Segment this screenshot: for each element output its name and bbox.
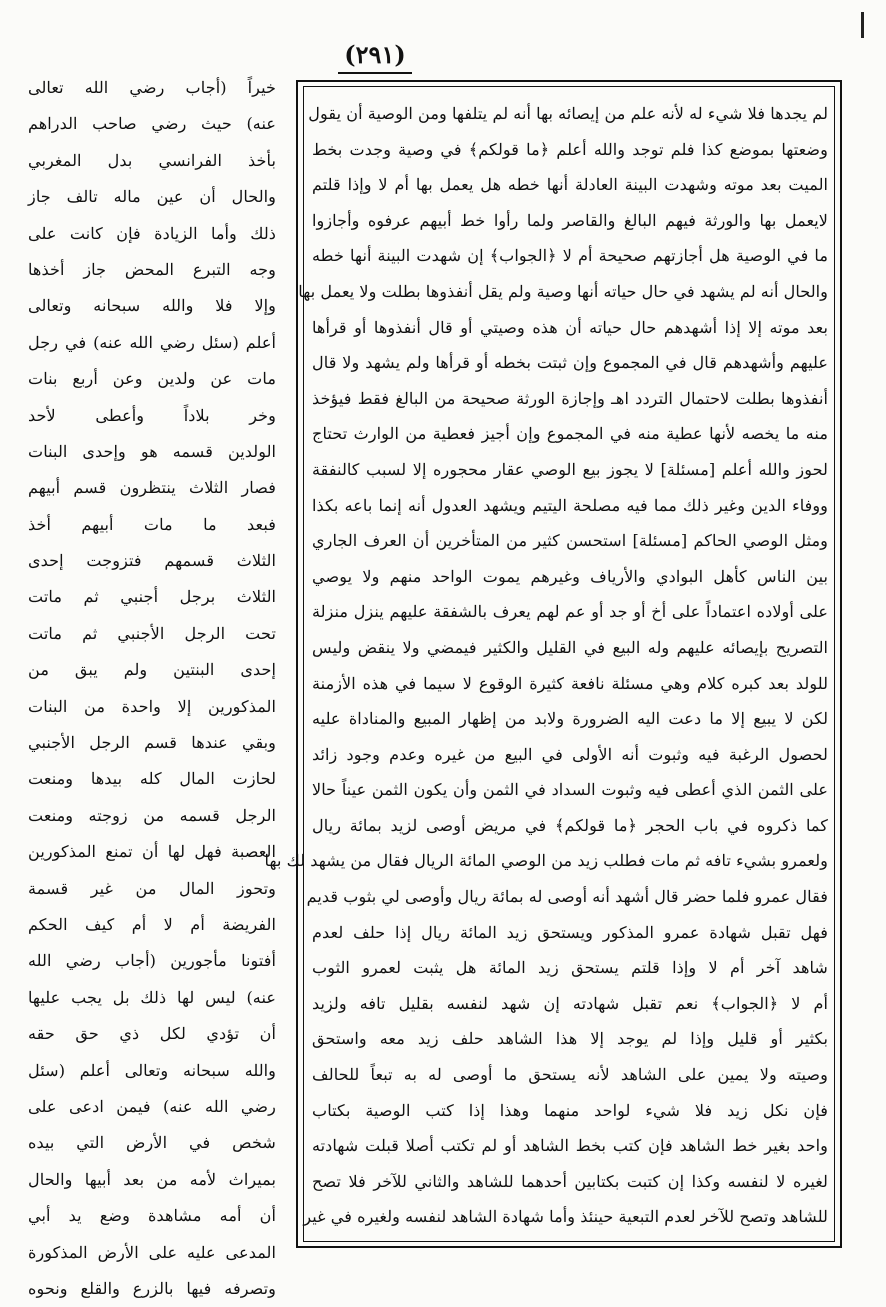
margin-text-line: العصبة فهل لها أن تمنع المذكورين <box>28 842 276 862</box>
main-text-line: والحال أنه لم يشهد في حال حياته أنها وصية ولم يقل أنفذوها بطلت ولا يعمل بها <box>298 281 828 301</box>
main-text-line: وصيته ولا يمين على الشاهد لأنه يستحق ما أوصى له به تبعاً للحالف <box>312 1065 828 1085</box>
margin-text-line: رضي الله عنه) فيمن ادعى على <box>28 1096 276 1116</box>
margin-text-line: وخر بلاداً وأعطى لأحد <box>28 405 276 425</box>
main-text-line: أم لا ﴿الجواب﴾ نعم تقبل شهادته إن شهد لنفسه بقليل تافه ولزيد <box>312 993 828 1013</box>
main-text-line: كما ذكروه في باب الحجر ﴿ما قولكم﴾ في مريض أوصى لزيد بمائة ريال <box>312 815 828 835</box>
main-text-line: فإن نكل زيد فلا شيء لواحد منهما وهذا إذا كتب الوصية بكتاب <box>312 1100 828 1120</box>
main-text-line: التصريح بإيصائه عليهم وله البيع في القليل والكثير فيمضي ولا ينقض وليس <box>312 637 828 657</box>
margin-text-line: ذلك وأما الزيادة فإن كانت على <box>28 223 276 243</box>
main-text-line: للشاهد وتصح للآخر لعدم التبعية حينئذ وأما شهادة الشاهد لنفسه ولغيره في غير <box>303 1207 828 1227</box>
main-text-line: بين الناس كأهل البوادي والأرياف وغيرهم يموت الواحد منهم ولا يوصي <box>312 566 828 586</box>
margin-text-line: تحت الرجل الأجنبي ثم ماتت <box>28 623 276 643</box>
margin-text-line: أن أمه مشاهدة وضع يد أبي <box>28 1206 276 1226</box>
main-text-line: أنفذوها بطلت لاحتمال التردد اهـ وإجازة الورثة صحيحة من البالغ فقط فيؤخذ <box>312 388 828 408</box>
main-text-line: منه ما يخصه لأنها عطية منه في المجموع وإن أجيز فعطية من الوارث تحتاج <box>312 424 828 444</box>
margin-text-line: المذكورين إلا واحدة من البنات <box>28 696 276 716</box>
margin-text-line: بميراث لأمه من بعد أبيها والحال <box>28 1169 276 1189</box>
page-number-text: (٢٩١) <box>344 40 406 69</box>
main-text-line: شاهد آخر أم لا وإذا قلتم يستحق زيد المائة هل يثبت لعمرو الثوب <box>312 958 828 978</box>
margin-text-line: مات عن ولدين وعن أربع بنات <box>28 369 276 389</box>
margin-text-line: وتحوز المال من غير قسمة <box>28 878 276 898</box>
main-text-line: على الثمن الذي أعطى فيه وثبوت السداد في الثمن وأن يكون الثمن عيناً حالا <box>312 780 828 800</box>
main-text-line: فقال عمرو فلما حضر قال أشهد أنه أوصى له بمائة ريال وأوصى لي بثوب قديم <box>306 887 828 907</box>
margin-text-line: أن تؤدي لكل ذي حق حقه <box>28 1024 276 1044</box>
main-text-line: بكثير أو قليل وإذا لم يوجد إلا هذا الشاهد حلف زيد معه واستحق <box>312 1029 828 1049</box>
main-text-line: الميت بعد موته وشهدت البينة العادلة أنها خطه هل يعمل بها أم لا وإذا قلتم <box>312 175 828 195</box>
main-text-line: ما في الوصية هل أجازتهم صحيحة أم لا ﴿الجواب﴾ إن شهدت البينة أنها خطه <box>312 246 828 266</box>
page-number-underline <box>338 72 412 74</box>
main-text-line: وضعتها بموضع كذا فلم توجد والله أعلم ﴿ما قولكم﴾ في وصية وجدت بخط <box>312 139 828 159</box>
margin-text-line: الثلاث برجل أجنبي ثم ماتت <box>28 587 276 607</box>
main-text-line: لكن لا يبيع إلا ما دعت اليه الضرورة ولابد من إظهار المبيع والمناداة عليه <box>312 709 828 729</box>
margin-text-line: وتصرفه فيها بالزرع والقلع ونحوه <box>28 1278 276 1298</box>
margin-text-line: فصار الثلاث ينتظرون قسم أبيهم <box>28 478 276 498</box>
margin-text-line: عنه) حيث رضي صاحب الدراهم <box>28 114 276 134</box>
main-text-line: لايعمل بها والورثة فيهم البالغ والقاصر ولما رأوا خط أبيهم عرفوه وأجازوا <box>312 210 828 230</box>
margin-text-line: المدعى عليه على الأرض المذكورة <box>28 1242 276 1262</box>
margin-text-line: فبعد ما مات أبيهم أخذ <box>28 514 276 534</box>
main-text-line: واحد بغير خط الشاهد فإن كتب بخط الشاهد أو لم تكتب أصلا قبلت شهادته <box>312 1136 828 1156</box>
margin-text-line: وإلا فلا والله سبحانه وتعالى <box>28 296 276 316</box>
margin-text-line: إحدى البنتين ولم يبق من <box>28 660 276 680</box>
margin-text-line: لحازت المال كله بيدها ومنعت <box>28 769 276 789</box>
margin-text-line: أفتونا مأجورين (أجاب رضي الله <box>28 951 276 971</box>
margin-text-line: وجه التبرع المحض جاز أخذها <box>28 259 276 279</box>
main-text-line: لم يجدها فلا شيء له لأنه علم من إيصائه بها أنه لم يتلفها ومن الوصية أن يقول <box>308 104 828 123</box>
main-text-line: ولعمرو بشيء تافه ثم مات فطلب زيد من الوصي المائة الريال فقال من يشهد لك بها <box>264 851 828 871</box>
margin-text-line: وبقي عندها قسم الرجل الأجنبي <box>28 733 276 753</box>
main-text-column <box>264 96 828 1236</box>
margin-text-line: عنه) ليس لها ذلك بل يجب عليها <box>28 987 276 1007</box>
margin-text-line: الرجل قسمه من زوجته ومنعت <box>28 805 276 825</box>
margin-text-line: الولدين قسمه هو وإحدى البنات <box>28 441 276 461</box>
main-text-line: فهل تقبل شهادة عمرو المذكور ويستحق زيد المائة ريال إذا حلف لعدم <box>312 922 828 942</box>
main-text-line: لغيره لا لنفسه وكذا إن كتبت بكتابين أحدهما للشاهد والثاني للآخر فلا تصح <box>312 1171 828 1191</box>
margin-text-line: والحال أن عين ماله تالف جاز <box>28 187 276 207</box>
main-text-line: عليهم وأشهدهم قال في المجموع وإن ثبتت بخطه أو قرأها ولم يشهد ولا قال <box>312 353 828 373</box>
main-text-line: بعد موته إلا إذا أشهدهم حال حياته أن هذه وصيتي أو قال أنفذوها أو قرأها <box>312 317 828 337</box>
main-text-line: لحوز والله أعلم [مسئلة] لا يجوز بيع الوصي عقار محجوره إلا لسبب كالنفقة <box>312 459 828 479</box>
margin-text-line: خيراً (أجاب رضي الله تعالى <box>28 78 276 97</box>
page-edge-mark <box>861 12 864 38</box>
margin-text-column <box>28 70 276 1298</box>
margin-text-line: شخص في الأرض التي بيده <box>28 1133 276 1153</box>
main-text-line: لحصول الرغبة فيه وثبوت أنه الأولى في البيع من غيره وعدم وجود زائد <box>312 744 828 764</box>
main-text-line: ومثل الوصي الحاكم [مسئلة] استحسن كثير من المتأخرين أن العرف الجاري <box>312 531 828 551</box>
main-text-line: على أولاده اعتماداً على أخ أو جد أو عم لهم يعرف بالشفقة عليهم ينزل منزلة <box>312 602 828 622</box>
main-text-line: للولد بعد كبره كلام وهي مسئلة نافعة كثيرة الوقوع لا سيما في هذه الأزمنة <box>312 673 828 693</box>
margin-text-line: الفريضة أم لا أم كيف الحكم <box>28 914 276 934</box>
margin-text-line: الثلاث قسمهم فتزوجت إحدى <box>28 551 276 571</box>
margin-text-line: والله سبحانه وتعالى أعلم (سئل <box>28 1060 276 1080</box>
margin-text-line: أعلم (سئل رضي الله عنه) في رجل <box>28 332 276 352</box>
main-text-line: ووفاء الدين وغير ذلك مما فيه مصلحة اليتيم ويشهد العدول أنه إنما باعه بكذا <box>312 495 828 515</box>
page-number <box>330 40 420 70</box>
margin-text-line: بأخذ الفرانسي بدل المغربي <box>28 150 276 170</box>
